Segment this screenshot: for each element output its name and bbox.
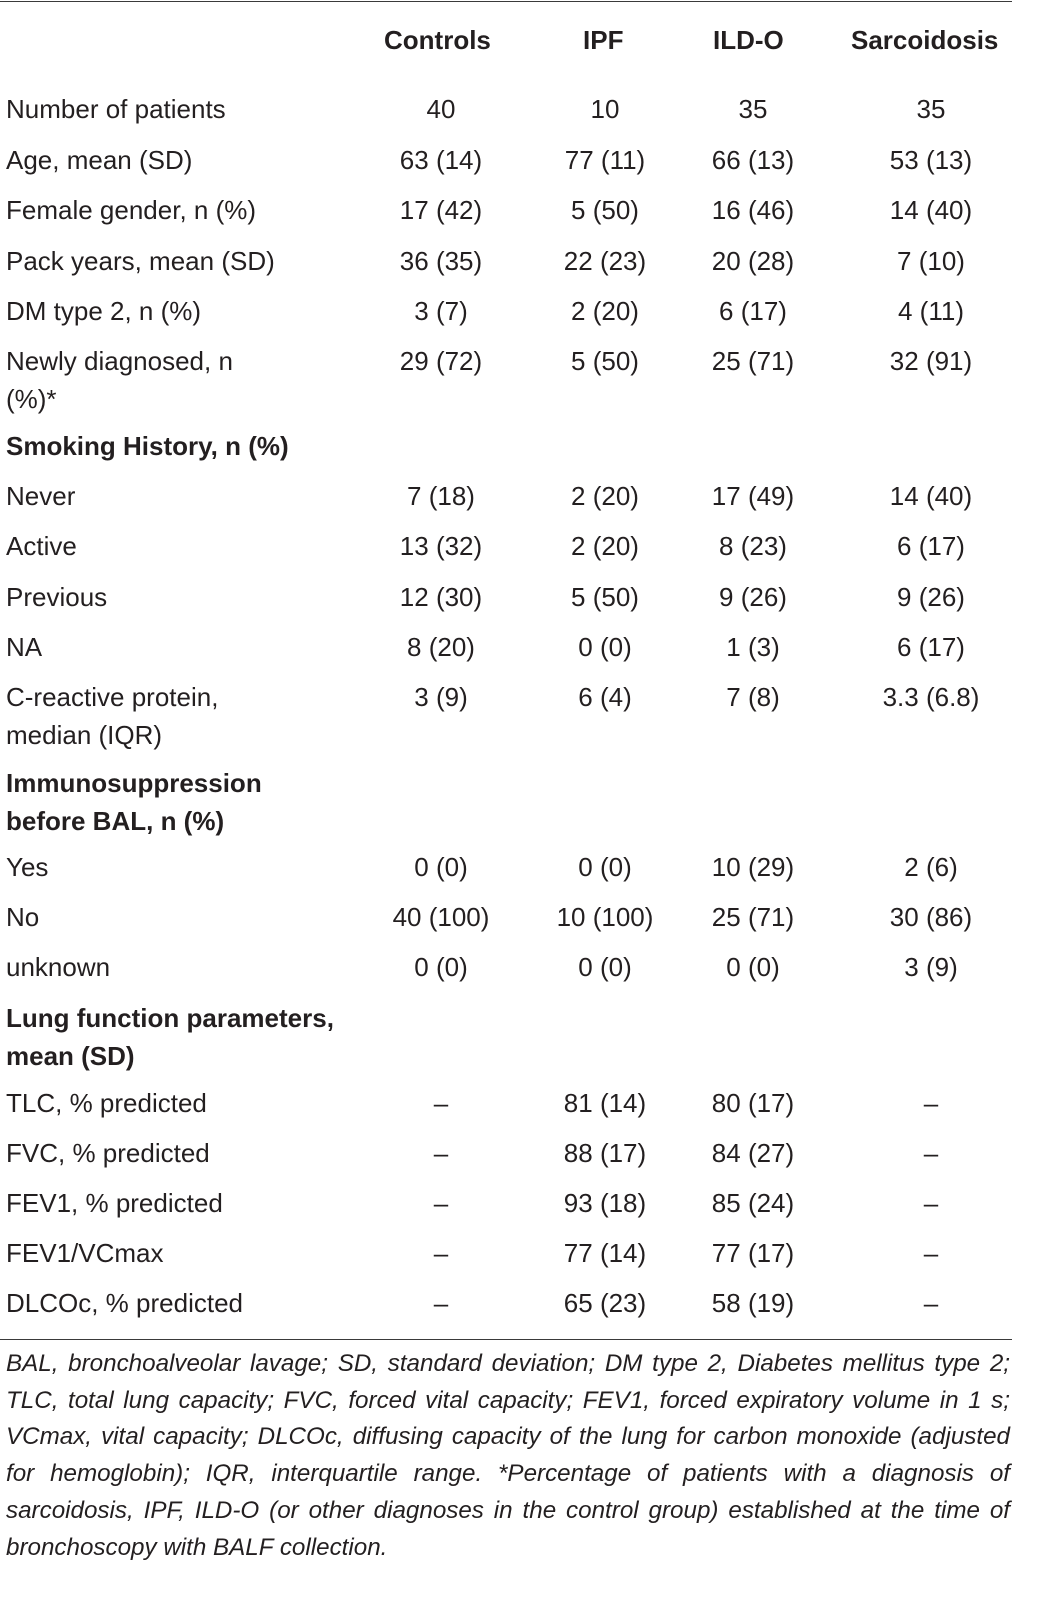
section-heading-immunosuppression: Immunosuppression before BAL, n (%) — [6, 768, 262, 836]
cell: 10 (29) — [711, 852, 795, 882]
cell: 10 — [590, 94, 620, 124]
cell: 2 (20) — [571, 481, 639, 511]
cell: 65 (23) — [563, 1288, 647, 1318]
cell: 30 (86) — [889, 902, 973, 932]
col-header-controls: Controls — [384, 25, 491, 55]
cell: 2 (20) — [571, 531, 639, 561]
cell: 5 (50) — [571, 195, 639, 225]
cell: 5 (50) — [571, 582, 639, 612]
cell: 0 (0) — [414, 852, 468, 882]
row-label: FEV1, % predicted — [6, 1188, 223, 1218]
cell: 93 (18) — [563, 1188, 647, 1218]
cell: 9 (26) — [719, 582, 787, 612]
row-label: DM type 2, n (%) — [6, 296, 202, 326]
cell: 25 (71) — [711, 902, 795, 932]
row-label: NA — [6, 632, 43, 662]
cell: 6 (17) — [719, 296, 787, 326]
col-header-ild-o: ILD-O — [713, 25, 784, 55]
cell: 40 (100) — [392, 902, 490, 932]
cell: 0 (0) — [414, 952, 468, 982]
section-heading-smoking: Smoking History, n (%) — [6, 431, 289, 461]
cell: 2 (6) — [904, 852, 958, 882]
cell: 0 (0) — [578, 852, 632, 882]
cell: 77 (17) — [711, 1238, 795, 1268]
cell: 29 (72) — [399, 346, 483, 376]
cell: – — [923, 1188, 939, 1218]
cell: 7 (10) — [897, 246, 965, 276]
cell: 4 (11) — [898, 296, 964, 326]
row-label: DLCOc, % predicted — [6, 1288, 243, 1318]
cell: 17 (42) — [399, 195, 483, 225]
row-label: Previous — [6, 582, 108, 612]
col-header-ipf: IPF — [583, 25, 624, 55]
cell: 14 (40) — [889, 195, 973, 225]
cell: 6 (4) — [578, 682, 632, 712]
row-label: unknown — [6, 952, 111, 982]
cell: 14 (40) — [889, 481, 973, 511]
cell: – — [923, 1088, 939, 1118]
row-label: Never — [6, 481, 76, 511]
cell: 12 (30) — [399, 582, 483, 612]
cell: 53 (13) — [889, 145, 973, 175]
row-label: Pack years, mean (SD) — [6, 246, 275, 276]
cell: 77 (11) — [564, 145, 646, 175]
cell: 66 (13) — [711, 145, 795, 175]
cell: 7 (18) — [407, 481, 475, 511]
cell: 7 (8) — [726, 682, 780, 712]
table-footnote: BAL, bronchoalveolar lavage; SD, standard deviation; DM type 2, Diabetes mellitus type 2; TLC, total lung capacity; FVC, forced vital capacity; FEV1, forced expiratory volume in 1 s; VCmax, vital capacity; DLCOc, diffusing capacity of the lung for carbon monoxide (adjusted for hemoglobin); IQR, interquartile range. *Percentage of patients with a diagnosis of sarcoidosis, IPF, ILD-O (or other diagnoses in the control group) established at the time of bronchoscopy with BALF collection. — [6, 1350, 1010, 1561]
row-label: TLC, % predicted — [6, 1088, 207, 1118]
cell: – — [433, 1188, 449, 1218]
cell: – — [433, 1288, 449, 1318]
row-label: Age, mean (SD) — [6, 145, 193, 175]
row-label: Number of patients — [6, 94, 226, 124]
cell: 84 (27) — [711, 1138, 795, 1168]
row-label: No — [6, 902, 40, 932]
cell: 77 (14) — [563, 1238, 647, 1268]
cell: 88 (17) — [563, 1138, 647, 1168]
cell: 2 (20) — [571, 296, 639, 326]
row-label: Yes — [6, 852, 49, 882]
cell: – — [923, 1238, 939, 1268]
table-bottom-rule — [0, 1339, 1012, 1340]
row-label: Active — [6, 531, 77, 561]
cell: – — [433, 1138, 449, 1168]
cell: 3 (9) — [904, 952, 958, 982]
cell: 35 — [738, 94, 768, 124]
cell: 85 (24) — [711, 1188, 795, 1218]
cell: 0 (0) — [726, 952, 780, 982]
cell: 10 (100) — [556, 902, 654, 932]
cell: 63 (14) — [399, 145, 483, 175]
cell: 58 (19) — [711, 1288, 795, 1318]
row-label: Newly diagnosed, n (%)* — [6, 346, 233, 414]
cell: 22 (23) — [563, 246, 647, 276]
cell: 25 (71) — [711, 346, 795, 376]
cell: 35 — [916, 94, 946, 124]
cell: – — [433, 1088, 449, 1118]
cell: 40 — [426, 94, 456, 124]
cell: 3 (7) — [414, 296, 468, 326]
cell: – — [433, 1238, 449, 1268]
cell: 6 (17) — [897, 531, 965, 561]
row-label: FVC, % predicted — [6, 1138, 210, 1168]
cell: 1 (3) — [726, 632, 780, 662]
col-header-sarcoidosis: Sarcoidosis — [851, 25, 999, 55]
cell: 20 (28) — [711, 246, 795, 276]
cell: 8 (23) — [719, 531, 787, 561]
cell: 80 (17) — [711, 1088, 795, 1118]
cell: – — [923, 1138, 939, 1168]
section-heading-lung-function: Lung function parameters, mean (SD) — [6, 1003, 334, 1071]
cell: – — [923, 1288, 939, 1318]
cell: 13 (32) — [399, 531, 483, 561]
cell: 36 (35) — [399, 246, 483, 276]
cell: 0 (0) — [578, 632, 632, 662]
cell: 5 (50) — [571, 346, 639, 376]
table-top-rule — [0, 1, 1012, 2]
row-label: FEV1/VCmax — [6, 1238, 164, 1268]
cell: 3 (9) — [414, 682, 468, 712]
cell: 9 (26) — [897, 582, 965, 612]
cell: 16 (46) — [711, 195, 795, 225]
cell: 32 (91) — [889, 346, 973, 376]
cell: 17 (49) — [711, 481, 795, 511]
cell: 3.3 (6.8) — [882, 682, 980, 712]
row-label: Female gender, n (%) — [6, 195, 257, 225]
row-label: C-reactive protein, median (IQR) — [6, 682, 219, 750]
cell: 6 (17) — [897, 632, 965, 662]
cell: 8 (20) — [407, 632, 475, 662]
cell: 81 (14) — [563, 1088, 647, 1118]
cell: 0 (0) — [578, 952, 632, 982]
